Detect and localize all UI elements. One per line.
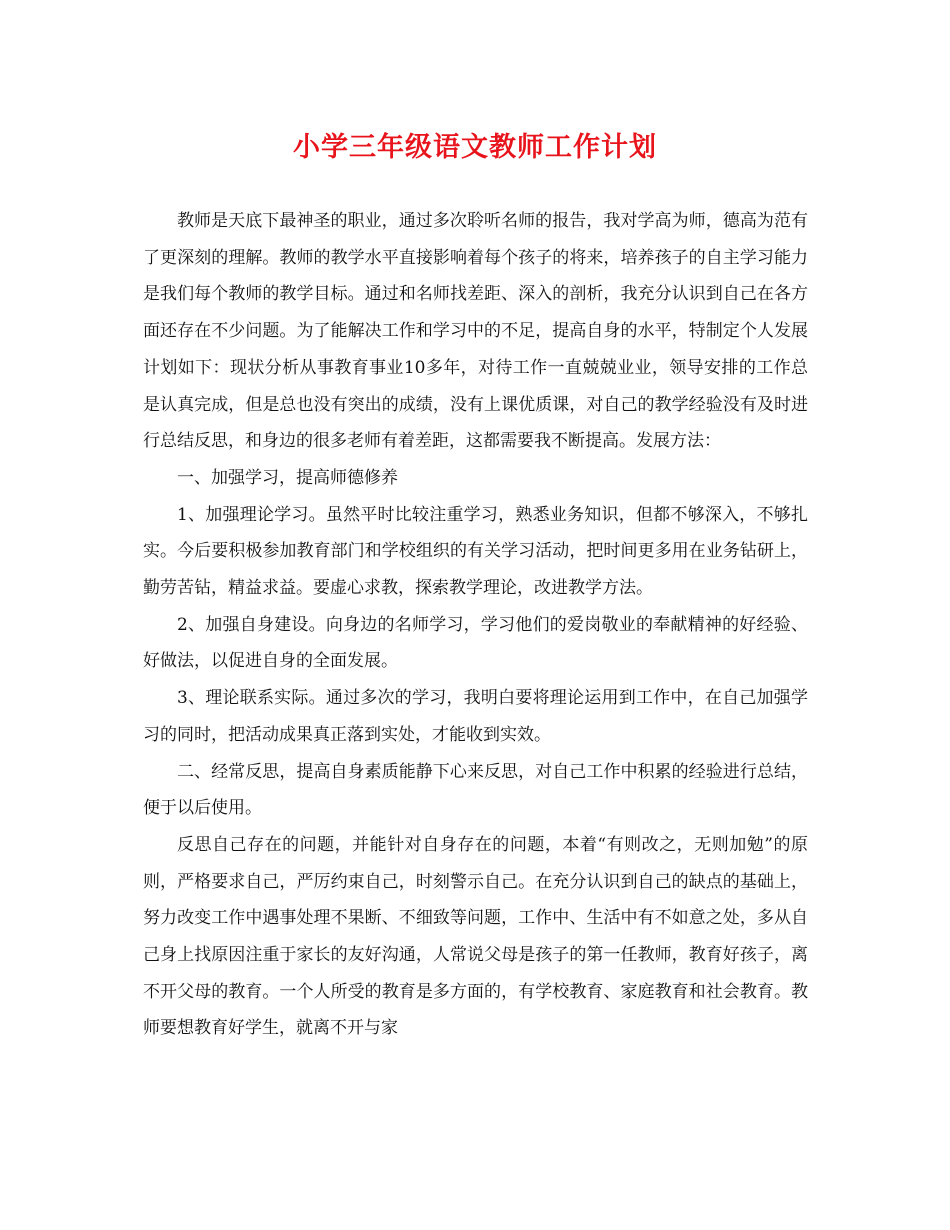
document-title: 小学三年级语文教师工作计划 (293, 132, 657, 163)
paragraph-intro: 教师是天底下最神圣的职业，通过多次聆听名师的报告，我对学高为师，德高为范有了更深刻的理解。教师的教学水平直接影响着每个孩子的将来，培养孩子的自主学习能力是我们每个教师的教学目标。通过和名师找差距、深入的剖析，我充分认识到自己在各方面还存在不少问题。为了能解决工作和学习中的不足，提高自身的水平，特制定个人发展计划如下：现状分析从事教育事业10多年，对待工作一直兢兢业业，领导安排的工作总是认真完成，但是总也没有突出的成绩，没有上课优质课，对自己的教学经验没有及时进行总结反思，和身边的很多老师有着差距，这都需要我不断提高。发展方法： (143, 211, 808, 452)
paragraph-reflection: 反思自己存在的问题，并能针对自身存在的问题，本着“有则改之，无则加勉”的原则，严格要求自己，严厉约束自己，时刻警示自己。在充分认识到自己的缺点的基础上，努力改变工作中遇事处理不果断、不细致等问题，工作中、生活中有不如意之处，多从自己身上找原因注重于家长的友好沟通，人常说父母是孩子的第一任教师，教育好孩子，离不开父母的教育。一个人所受的教育是多方面的，有学校教育、家庭教育和社会教育。教师要想教育好学生，就离不开与家 (143, 834, 808, 1039)
paragraph-item-2: 2、加强自身建设。向身边的名师学习，学习他们的爱岗敬业的奉献精神的好经验、好做法，以促进自身的全面发展。 (143, 614, 808, 672)
paragraph-item-3: 3、理论联系实际。通过多次的学习，我明白要将理论运用到工作中，在自己加强学习的同时，把活动成果真正落到实处，才能收到实效。 (143, 688, 808, 745)
section-heading-1: 一、加强学习，提高师德修养 (177, 467, 398, 488)
paragraph-item-1: 1、加强理论学习。虽然平时比较注重学习，熟悉业务知识，但都不够深入，不够扎实。今后要积极参加教育部门和学校组织的有关学习活动，把时间更多用在业务钻研上，勤劳苦钻，精益求益。要虚心求教，探索教学理论，改进教学方法。 (143, 504, 808, 599)
section-heading-2: 二、经常反思，提高自身素质能静下心来反思，对自己工作中积累的经验进行总结，便于以后使用。 (143, 761, 808, 819)
document-body (143, 203, 808, 1047)
